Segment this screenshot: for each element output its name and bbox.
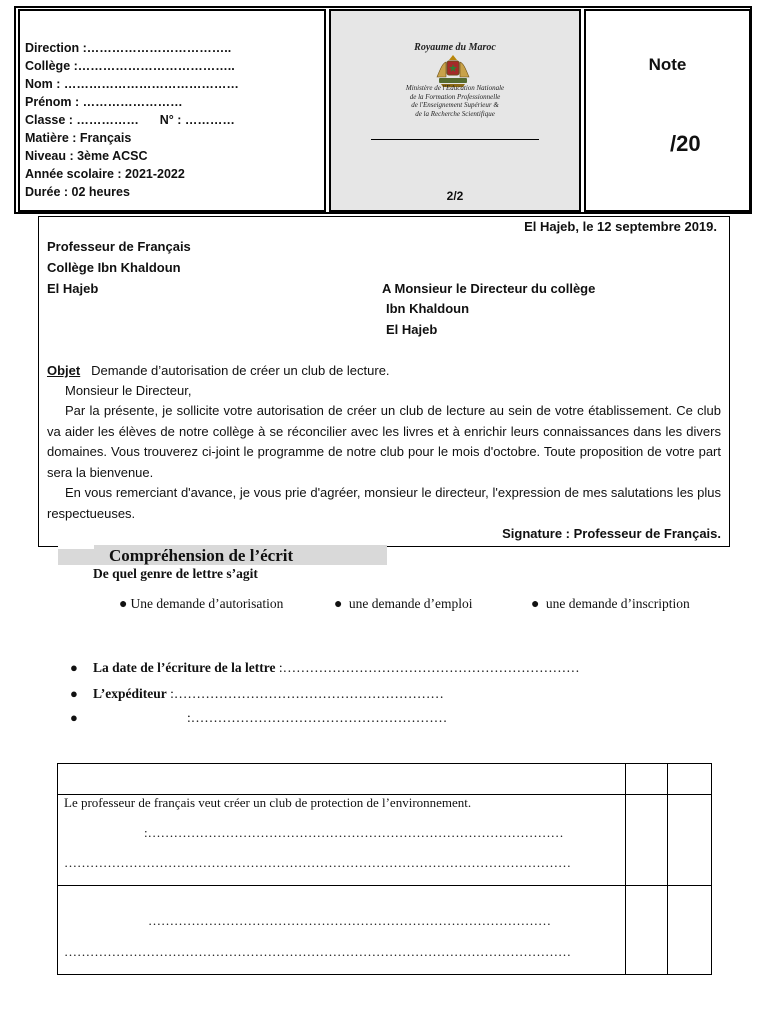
niveau-field: Niveau : 3ème ACSC — [25, 149, 148, 163]
recipient-line: Ibn Khaldoun — [386, 301, 470, 316]
question-blank[interactable]: :………………………………………………… — [187, 710, 448, 725]
page-number: 2/2 — [446, 189, 464, 203]
letter-date: El Hajeb, le 12 septembre 2019. — [524, 219, 717, 234]
option-inscription[interactable]: ● une demande d’inscription — [531, 596, 690, 612]
bullet-icon: ● — [334, 597, 343, 612]
annee-field: Année scolaire : 2021-2022 — [25, 167, 185, 181]
letter-paragraph-2: En vous remerciant d'avance, je vous prie d'agréer, monsieur le directeur, l'expression de mes salutations les plus respectueuses. — [47, 485, 721, 521]
recipient-line: El Hajeb — [386, 322, 438, 337]
question-expediteur[interactable]: L’expéditeur :…………………………………………………… — [93, 686, 444, 701]
objet-text: Demande d’autorisation de créer un club de lecture. — [91, 363, 390, 378]
row1-answer-line[interactable]: :…………………………………………………………………………………… — [144, 825, 564, 840]
option-emploi[interactable]: ● une demande d’emploi — [334, 596, 473, 612]
kingdom-title: Royaume du Maroc — [414, 42, 496, 53]
college-field: Collège :……………………………….. — [25, 59, 235, 73]
duree-field: Durée : 02 heures — [25, 185, 130, 199]
bullet-icon: ● — [70, 710, 78, 725]
row2-answer-line[interactable]: ……………………………………………………………………………………………………… — [64, 944, 571, 959]
table-row-divider — [58, 885, 711, 886]
note-box — [584, 9, 751, 212]
question-date[interactable]: La date de l’écriture de la lettre :………………………………………………………… — [93, 660, 580, 675]
bullet-icon: ● — [531, 597, 540, 612]
bullet-icon: ● — [70, 686, 78, 701]
student-info-box — [18, 9, 326, 212]
recipient-line: A Monsieur le Directeur du collège — [382, 281, 596, 296]
row1-answer-line[interactable]: ……………………………………………………………………………………………………… — [64, 855, 571, 870]
letter-box — [38, 216, 730, 547]
sender-line: Collège Ibn Khaldoun — [47, 260, 181, 275]
seal-divider — [371, 139, 539, 140]
section-title: Compréhension de l’écrit — [109, 546, 294, 565]
table-column-divider — [667, 764, 668, 974]
row2-answer-line[interactable]: ………………………………………………………………………………… — [148, 913, 551, 928]
bullet-icon: ● — [70, 660, 78, 675]
sender-line: El Hajeb — [47, 281, 99, 296]
row1-statement: Le professeur de français veut créer un club de protection de l’environnement. — [64, 795, 472, 810]
signature: Signature : Professeur de Français. — [502, 526, 721, 541]
note-label: Note — [648, 55, 687, 74]
objet-line — [47, 361, 390, 382]
bullet-icon: ● — [119, 597, 128, 612]
true-false-table — [57, 763, 712, 975]
ministry-seal-box — [329, 9, 581, 212]
section-header-gap — [58, 545, 94, 549]
classe-field: Classe : …………… N° : ………… — [25, 113, 235, 127]
option-autorisation[interactable]: ● Une demande d’autorisation — [119, 596, 284, 612]
note-score: /20 — [670, 131, 701, 156]
objet-label: Objet — [47, 363, 81, 378]
table-column-divider — [625, 764, 626, 974]
sender-line: Professeur de Français — [47, 239, 191, 254]
letter-paragraph-1: Par la présente, je sollicite votre autorisation de créer un club de lecture au sein de votre établissement. Ce club va aider les élèves de notre collège à se réconcilier avec les livres et à enrichir leurs connaissances dans les divers domaines. Vous trouverez ci-joint le programme de notre club pour le mois d'octobre. Toute proposition de votre part sera la bienvenue. — [47, 403, 721, 480]
nom-field: Nom : …………………………………… — [25, 77, 239, 91]
question-letter-type: De quel genre de lettre s’agit — [93, 566, 258, 581]
direction-field: Direction :…………………………….. — [25, 41, 232, 55]
prenom-field: Prénom : …………………… — [25, 95, 183, 109]
matiere-field: Matière : Français — [25, 131, 132, 145]
salutation: Monsieur le Directeur, — [65, 383, 192, 398]
ministry-text: Ministère de l'Education Nationale de la Formation Professionnelle de l'Enseignement Supérieur & de la Recherche Scientifique — [405, 84, 505, 118]
